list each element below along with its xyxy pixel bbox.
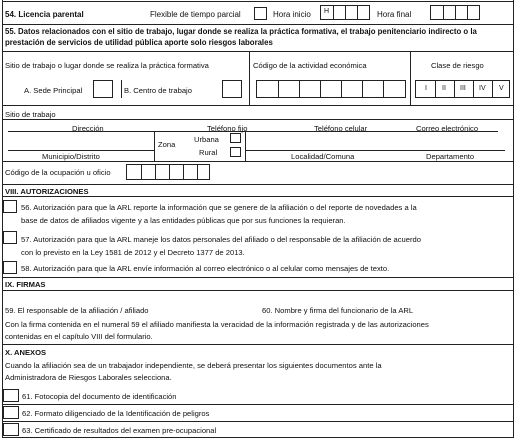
hora-inicio-value: H <box>324 8 330 15</box>
digit-divider <box>345 6 346 19</box>
digit-divider <box>473 81 474 97</box>
auth-57-text-line2: con lo previsto en la Ley 1581 de 2012 y el Decreto 1377 de 2013. <box>21 248 245 257</box>
anexos-intro-line1: Cuando la afiliación sea de un trabajador independiente, se deberá presentar los siguientes documentos ante la <box>5 361 382 370</box>
digit-divider <box>299 81 300 97</box>
anexo-63-checkbox[interactable] <box>3 423 19 436</box>
hora-final-field[interactable] <box>430 5 480 20</box>
correo-label: Correo electrónico <box>416 124 479 133</box>
digit-divider <box>183 165 184 179</box>
hora-inicio-field[interactable] <box>320 5 370 20</box>
section-10-title: X. ANEXOS <box>5 348 47 357</box>
field-underline <box>8 150 154 151</box>
anexos-intro-line2: Administradora de Riesgos Laborales selecciona. <box>5 373 172 382</box>
codigo-ocupacion-field[interactable] <box>126 164 210 180</box>
telefono-celular-label: Teléfono celular <box>314 124 368 133</box>
anexo-61-label: 61. Fotocopia del documento de identificación <box>22 392 177 401</box>
divider <box>2 344 513 345</box>
form-left-border <box>2 0 3 438</box>
digit-divider <box>278 81 279 97</box>
divider <box>2 24 513 25</box>
digit-divider <box>383 81 384 97</box>
digit-divider <box>333 6 334 19</box>
rural-label: Rural <box>199 148 218 157</box>
direccion-label: Dirección <box>72 124 104 133</box>
centro-trabajo-label: B. Centro de trabajo <box>124 86 192 95</box>
auth-58-checkbox[interactable] <box>3 261 17 274</box>
municipio-label: Municipio/Distrito <box>42 152 100 161</box>
divider <box>2 161 513 162</box>
clase-riesgo-field[interactable] <box>415 80 510 98</box>
telefono-fijo-label: Teléfono fijo <box>207 124 248 133</box>
digit-divider <box>362 81 363 97</box>
centro-trabajo-checkbox[interactable] <box>222 80 242 98</box>
firmas-note-line2: contenidas en el capítulo VIII del formulario. <box>5 332 153 341</box>
divider <box>154 131 155 161</box>
codigo-actividad-label: Código de la actividad económica <box>253 61 367 70</box>
section-9-title: IX. FIRMAS <box>5 280 46 289</box>
firma-60-label: 60. Nombre y firma del funcionario de la ARL <box>262 306 414 315</box>
digit-divider <box>320 81 321 97</box>
anexo-62-checkbox[interactable] <box>3 406 19 419</box>
auth-57-text-line1: 57. Autorización para que la ARL maneje los datos personales del afiliado o del responsable de la afiliación de acuerdo <box>21 235 421 244</box>
anexo-61-checkbox[interactable] <box>3 389 19 402</box>
anexo-62-label: 62. Formato diligenciado de la Identificación de peligros <box>22 409 210 418</box>
divider <box>249 51 250 105</box>
divider <box>2 290 513 291</box>
divider <box>2 196 513 197</box>
divider <box>2 119 513 120</box>
flexible-label: Flexible de tiempo parcial <box>150 10 241 19</box>
digit-divider <box>492 81 493 97</box>
sitio-trabajo-label: Sitio de trabajo <box>5 110 56 119</box>
section-55-title-line1: 55. Datos relacionados con el sitio de trabajo, lugar donde se realiza la práctica formativa, el trabajo penitenciario indirecto o la <box>5 27 477 36</box>
localidad-label: Localidad/Comuna <box>291 152 355 161</box>
digit-divider <box>141 165 142 179</box>
riesgo-option[interactable]: V <box>499 85 504 92</box>
flexible-checkbox[interactable] <box>254 7 267 20</box>
sede-principal-label: A. Sede Principal <box>24 86 83 95</box>
divider <box>2 277 513 278</box>
auth-56-checkbox[interactable] <box>3 200 17 213</box>
codigo-actividad-field[interactable] <box>256 80 406 98</box>
clase-riesgo-label: Clase de riesgo <box>431 61 484 70</box>
divider <box>2 184 513 185</box>
digit-divider <box>155 165 156 179</box>
anexo-63-label: 63. Certificado de resultados del examen pre-ocupacional <box>22 426 217 435</box>
codigo-ocupacion-label: Código de la ocupación u oficio <box>5 168 111 177</box>
section-54-title: 54. Licencia parental <box>5 10 84 19</box>
digit-divider <box>443 6 444 19</box>
digit-divider <box>341 81 342 97</box>
rural-checkbox[interactable] <box>230 147 241 157</box>
auth-57-checkbox[interactable] <box>3 231 17 244</box>
digit-divider <box>454 81 455 97</box>
digit-divider <box>467 6 468 19</box>
urbana-label: Urbana <box>194 135 219 144</box>
digit-divider <box>169 165 170 179</box>
divider <box>2 105 513 106</box>
divider <box>2 51 513 52</box>
riesgo-option[interactable]: II <box>442 85 446 92</box>
sitio-lugar-label: Sitio de trabajo o lugar donde se realiza la práctica formativa <box>5 61 209 70</box>
digit-divider <box>197 165 198 179</box>
digit-divider <box>357 6 358 19</box>
sede-principal-checkbox[interactable] <box>93 80 113 98</box>
digit-divider <box>455 6 456 19</box>
firmas-note-line1: Con la firma contenida en el numeral 59 el afiliado manifiesta la veracidad de la información registrada y de las autorizaciones <box>5 320 429 329</box>
riesgo-option[interactable]: III <box>460 85 466 92</box>
divider <box>410 51 411 105</box>
departamento-label: Departamento <box>426 152 475 161</box>
riesgo-option[interactable]: I <box>425 85 427 92</box>
urbana-checkbox[interactable] <box>230 133 241 143</box>
auth-56-text-line2: base de datos de afiliados vigente y a las entidades públicas que por sus funciones la requieran. <box>21 216 346 225</box>
section-55-title-line2: prestación de servicios de utilidad pública aporte solo riesgos laborales <box>5 38 273 47</box>
hora-inicio-label: Hora inicio <box>273 10 311 19</box>
digit-divider <box>435 81 436 97</box>
zona-label: Zona <box>158 140 176 149</box>
auth-58-text: 58. Autorización para que la ARL envíe información al correo electrónico o al celular como mensajes de texto. <box>21 264 390 273</box>
hora-final-label: Hora final <box>377 10 412 19</box>
divider <box>2 404 513 405</box>
divider <box>2 421 513 422</box>
firma-59-label: 59. El responsable de la afiliación / afiliado <box>5 306 149 315</box>
divider <box>121 80 122 98</box>
auth-56-text-line1: 56. Autorización para que la ARL reporte la información que se genere de la afiliación o del reporte de novedades a la <box>21 203 417 212</box>
field-underline <box>245 150 505 151</box>
riesgo-option[interactable]: IV <box>479 85 486 92</box>
divider <box>2 1 513 2</box>
section-8-title: VIII. AUTORIZACIONES <box>5 187 89 196</box>
form-right-border <box>513 0 514 438</box>
divider <box>245 131 246 161</box>
